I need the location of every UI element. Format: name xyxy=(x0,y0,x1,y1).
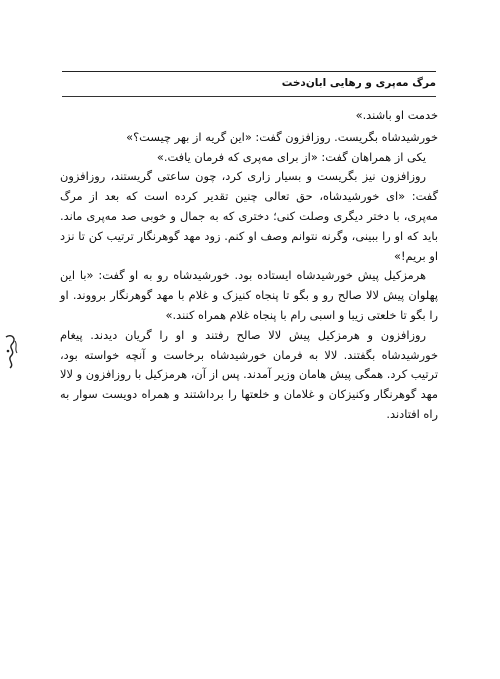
paragraph: یکی از همراهان گفت: «از برای مه‌پری که فرمان یافت.» xyxy=(156,149,426,164)
body-text xyxy=(60,106,438,425)
paragraph: روزافزون و هرمزکیل پیش لالا صالح رفتند و او را گریان دیدند. پیغام خورشیدشاه بگفتند. لالا به فرمان خورشیدشاه برخاست و آنچه خواسته بود، ترتیب کرد. همگی پیش هامان وزیر آمدند. پس از آن، هرمزکیل با روزافزون و لالا مهد گوهرنگار وکنیزکان و غلامان و خلعتها را برداشتند و همراه دویست سوار به راه افتادند. xyxy=(60,327,438,421)
header-bottom-rule xyxy=(62,96,436,97)
paragraph: خورشیدشاه بگریست. روزافزون گفت: «این گریه از بهر چیست؟» xyxy=(126,129,438,144)
paragraph: روزافزون نیز بگریست و بسیار زاری کرد، چون ساعتی گریستند، روزافزون گفت: «ای خورشیدشاه، حق تعالی چنین تقدیر کرده است که بعد از مرگ مه‌پری، با دختر دیگری وصلت کنی؛ دختری که به جمال و خوبی صد مه‌پری ماند. باید که او را ببینی، وگرنه نتوانم وصف او کنم. زود مهد گوهرنگار ترتیب کن تا نزد او بریم!» xyxy=(60,169,438,263)
header-top-rule xyxy=(62,71,436,72)
running-header-title: مرگ مه‌پری و رهایی ابان‌دخت xyxy=(281,77,436,89)
paragraph: هرمزکیل پیش خورشیدشاه ایستاده بود. خورشیدشاه رو به او گفت: «با این پهلوان پیش لالا صالح رو و بگو تا پنجاه کنیزک و غلام با مهد گوهرنگار برووند. او را بگو تا خلعتی زیبا و اسبی رام با پنجاه غلام همراه کنند.» xyxy=(60,268,438,322)
margin-ornament-mark xyxy=(2,331,22,371)
paragraph: خدمت او باشند.» xyxy=(355,108,438,122)
